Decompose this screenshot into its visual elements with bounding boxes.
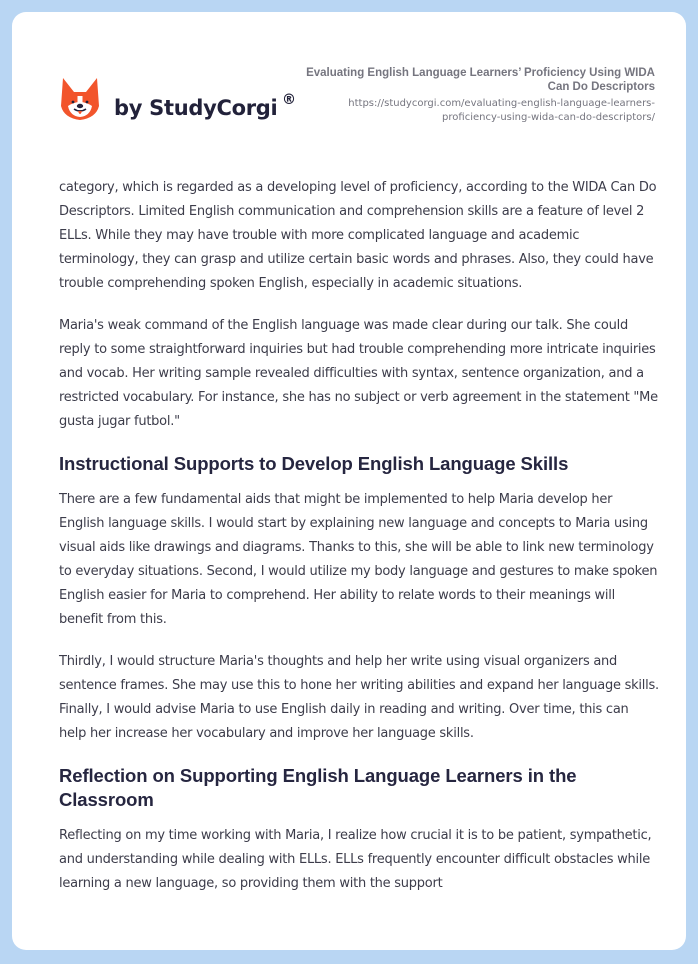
document-title: Evaluating English Language Learners’ Proficiency Using WIDA Can Do Descriptors xyxy=(306,67,655,93)
brand-name: by StudyCorgi xyxy=(114,96,278,120)
logo-link[interactable] xyxy=(60,76,100,122)
page-card xyxy=(12,12,686,950)
section-heading: Reflection on Supporting English Language Learners in the Classroom xyxy=(59,765,577,810)
corgi-logo-icon xyxy=(60,76,100,122)
paragraph: Reflecting on my time working with Maria, I realize how crucial it is to be patient, sympathetic, and understanding while dealing with ELLs. ELLs frequently encounter difficult obstacles while learning a new language, so providing them with the support xyxy=(59,828,652,891)
paragraph: Maria's weak command of the English language was made clear during our talk. She could reply to some straightforward inquiries but had trouble comprehending more intricate inquiries and vocab. Her writing sample revealed difficulties with syntax, sentence organization, and a restricted vocabulary. For instance, she has no subject or verb agreement in the statement "Me gusta jugar futbol." xyxy=(59,318,658,429)
section-heading: Instructional Supports to Develop English Language Skills xyxy=(59,453,569,474)
paragraph: category, which is regarded as a developing level of proficiency, according to the WIDA Can Do Descriptors. Limited English communication and comprehension skills are a feature of level 2 ELLs. While they may have trouble with more complicated language and academic terminology, they can grasp and utilize certain basic words and phrases. Also, they could have trouble comprehending spoken English, especially in academic situations. xyxy=(59,180,657,291)
paragraph: Thirdly, I would structure Maria's thoughts and help her write using visual organizers and sentence frames. She may use this to hone her writing abilities and expand her language skills. Finally, I would advise Maria to use English daily in reading and writing. Over time, this can help her increase her vocabulary and improve her language skills. xyxy=(59,654,659,741)
page-header xyxy=(12,12,686,162)
registered-mark: ® xyxy=(282,92,296,108)
document-url[interactable]: https://studycorgi.com/evaluating-english-language-learners-proficiency-using-wida-can-do-descriptors/ xyxy=(348,98,655,123)
article-body xyxy=(59,176,659,914)
paragraph: There are a few fundamental aids that might be implemented to help Maria develop her English language skills. I would start by explaining new language and concepts to Maria using visual aids like drawings and diagrams. Thanks to this, she will be able to link new terminology to everyday situations. Second, I would utilize my body language and gestures to make spoken English easier for Maria to comprehend. Her ability to relate words to their meanings will benefit from this. xyxy=(59,492,658,627)
